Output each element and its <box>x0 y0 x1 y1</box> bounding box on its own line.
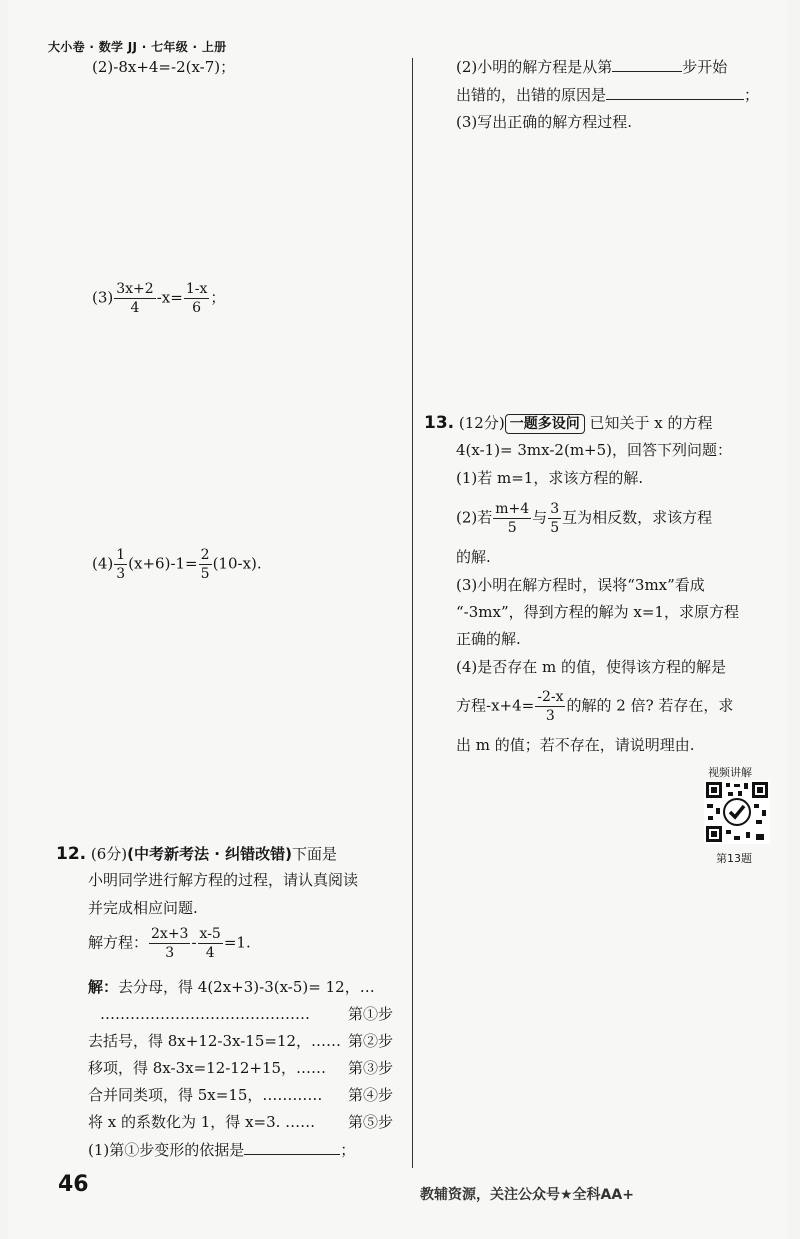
question-13-sub-3: (3)小明在解方程时，误将“3mx”看成 <box>456 576 705 594</box>
answer-blank[interactable] <box>612 55 682 72</box>
question-number: 12. <box>56 844 87 864</box>
question-number: 13. <box>424 413 455 433</box>
question-13-header: 13. (12分) 一题多设问 已知关于 x 的方程 <box>424 413 713 433</box>
question-13-sub-2: (2)若 $\frac{m+4}{5}$ 与 $\frac{3}{5}$ 互为相反数，求该方程 <box>456 501 713 536</box>
problem-3: (3) $\frac{3x+2}{4}$ -x= $\frac{1-x}{6}$ ； <box>92 281 226 316</box>
question-13-sub-1: (1)若 m=1，求该方程的解. <box>456 469 644 487</box>
question-12-intro-end: 并完成相应问题. <box>88 899 198 917</box>
question-13-equation: 4(x-1)= 3mx-2(m+5)，回答下列问题： <box>456 441 733 459</box>
answer-blank[interactable] <box>244 1138 340 1155</box>
qr-code-icon[interactable] <box>704 780 770 844</box>
page-number: 46 <box>58 1172 89 1197</box>
solution-line-3: 移项，得 8x-3x=12-12+15，…… <box>88 1059 327 1077</box>
question-12-sub-1: (1)第①步变形的依据是 ； <box>88 1138 355 1162</box>
step-4-label: 第④步 <box>348 1086 394 1104</box>
book-header: 大小卷 · 数学 JJ · 七年级 · 上册 <box>48 40 227 54</box>
step-3-label: 第③步 <box>348 1059 394 1077</box>
solution-line-1b: …………………………………… <box>100 1005 310 1023</box>
column-divider <box>412 58 413 1168</box>
solution-line-5: 将 x 的系数化为 1，得 x=3. …… <box>88 1113 316 1131</box>
question-12-sub-2-cont: 出错的，出错的原因是 ； <box>456 83 759 107</box>
question-12-sub-2: (2)小明的解方程是从第 步开始 <box>456 55 727 79</box>
solution-line-1: 解：去分母，得 4(2x+3)-3(x-5)= 12，… <box>88 978 375 996</box>
question-13-sub-4: (4)是否存在 m 的值，使得该方程的解是 <box>456 658 727 676</box>
step-2-label: 第②步 <box>348 1032 394 1050</box>
solution-line-2: 去括号，得 8x+12-3x-15=12，…… <box>88 1032 342 1050</box>
question-13-sub-3-end: 正确的解. <box>456 630 521 648</box>
question-12-header: 12. (6分)(中考新考法 · 纠错改错)下面是 <box>56 844 338 864</box>
problem-2: (2)-8x+4=-2(x-7)； <box>92 58 236 76</box>
answer-blank[interactable] <box>606 83 744 100</box>
question-13-sub-3-cont: “-3mx”，得到方程的解为 x=1，求原方程 <box>456 603 739 621</box>
solution-line-4: 合并同类项，得 5x=15，………… <box>88 1086 323 1104</box>
fraction: $\frac{3x+2}{4}$ <box>116 281 154 316</box>
question-13-sub-4-equation: 方程-x+4= $\frac{-2-x}{3}$ 的解的 2 倍? 若存在，求 <box>456 689 734 724</box>
question-12-sub-3: (3)写出正确的解方程过程. <box>456 113 633 131</box>
step-5-label: 第⑤步 <box>348 1113 394 1131</box>
question-12-intro: 小明同学进行解方程的过程，请认真阅读 <box>88 871 359 889</box>
question-13-sub-4-end: 出 m 的值；若不存在，请说明理由. <box>456 736 695 754</box>
question-tag: 一题多设问 <box>505 414 585 434</box>
step-1-label: 第①步 <box>348 1005 394 1023</box>
qr-video-label: 视频讲解 <box>708 766 752 779</box>
qr-question-label: 第13题 <box>716 852 752 865</box>
question-12-equation: 解方程： $\frac{2x+3}{3}$ - $\frac{x-5}{4}$ =1. <box>88 926 251 961</box>
fraction: $\frac{1-x}{6}$ <box>185 281 208 316</box>
footer-note: 教辅资源，关注公众号★全科AA+ <box>420 1187 634 1203</box>
problem-4: (4) $\frac{1}{3}$ (x+6)-1= $\frac{2}{5}$ (10-x). <box>92 547 262 582</box>
question-13-sub-2-end: 的解. <box>456 548 491 566</box>
